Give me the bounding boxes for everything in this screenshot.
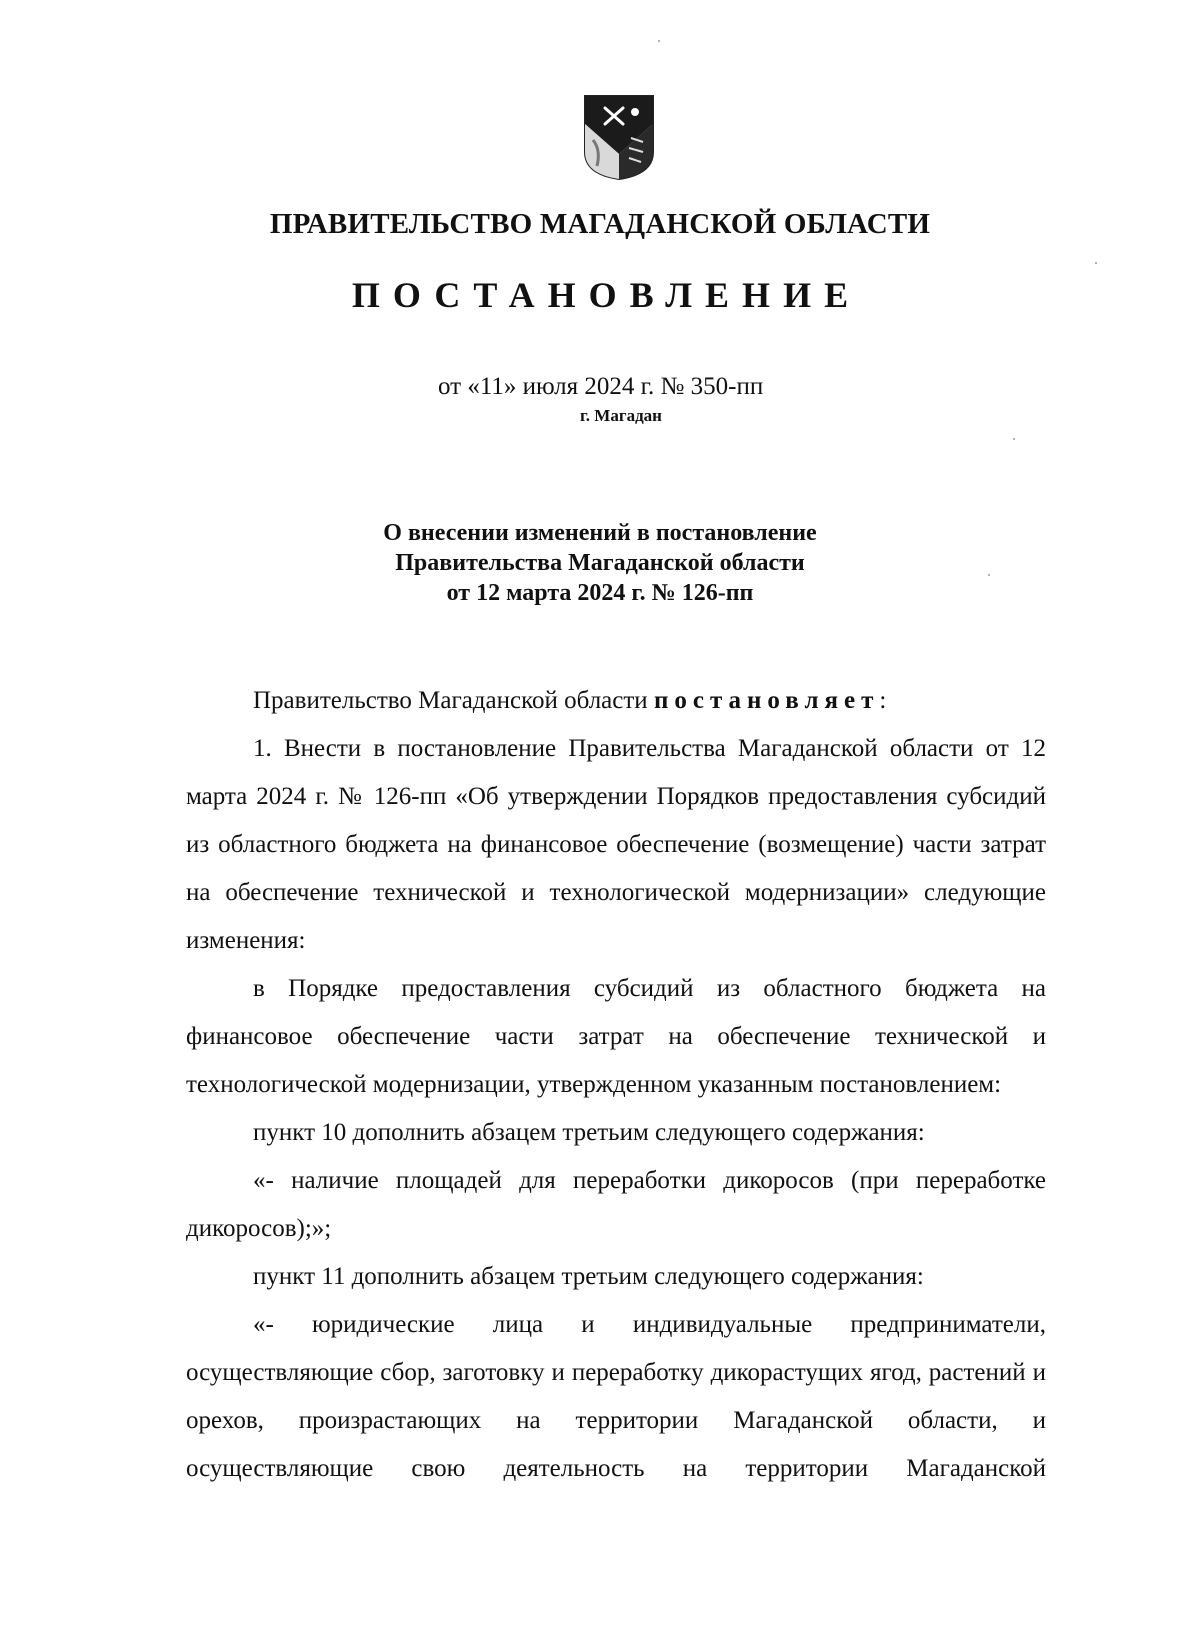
subject-line-2: Правительства Магаданской области <box>395 550 805 576</box>
document-date-number: от «11» июля 2024 г. № 350-пп <box>438 373 764 400</box>
intro-paragraph <box>186 677 1046 725</box>
paragraph-2: в Порядке предоставления субсидий из областного бюджета на финансовое обеспечение части затрат на обеспечение технической и технологической модернизации, утвержденном указанным постановлением: <box>186 975 1046 1098</box>
paragraph-3: пункт 10 дополнить абзацем третьим следующего содержания: <box>253 1119 925 1146</box>
intro-prefix: Правительство Магаданской области <box>253 687 648 714</box>
coat-of-arms-emblem <box>583 94 655 180</box>
subject-line-3: от 12 марта 2024 г. № 126-пп <box>446 580 754 606</box>
document-subject <box>0 518 1200 608</box>
government-title: ПРАВИТЕЛЬСТВО МАГАДАНСКОЙ ОБЛАСТИ <box>269 208 931 240</box>
scan-speck <box>1095 262 1097 264</box>
scan-speck <box>988 574 990 576</box>
paragraph-6: «- юридические лица и индивидуальные предприниматели, осуществляющие сбор, заготовку и переработку дикорастущих ягод, растений и орехов, произрастающих на территории Магаданской области, и осуществляющие свою деятельность на территории Магаданской <box>186 1311 1046 1482</box>
document-city: г. Магадан <box>580 406 662 425</box>
paragraph-1: 1. Внести в постановление Правительства Магаданской области от 12 марта 2024 г. № 126-пп «Об утверждении Порядков предоставления субсидий из областного бюджета на финансовое обеспечение (возмещение) части затрат на обеспечение технической и технологической модернизации» следующие изменения: <box>186 735 1046 954</box>
scan-speck <box>1013 438 1015 440</box>
scan-speck <box>658 40 660 42</box>
intro-suffix: : <box>879 687 887 714</box>
document-type: ПОСТАНОВЛЕНИЕ <box>351 275 862 315</box>
subject-line-1: О внесении изменений в постановление <box>383 520 817 546</box>
document-body <box>186 677 1046 1493</box>
paragraph-5: пункт 11 дополнить абзацем третьим следующего содержания: <box>253 1263 924 1290</box>
paragraph-4: «- наличие площадей для переработки дикоросов (при переработке дикоросов);»; <box>186 1167 1046 1242</box>
intro-keyword: постановляет <box>653 687 880 714</box>
